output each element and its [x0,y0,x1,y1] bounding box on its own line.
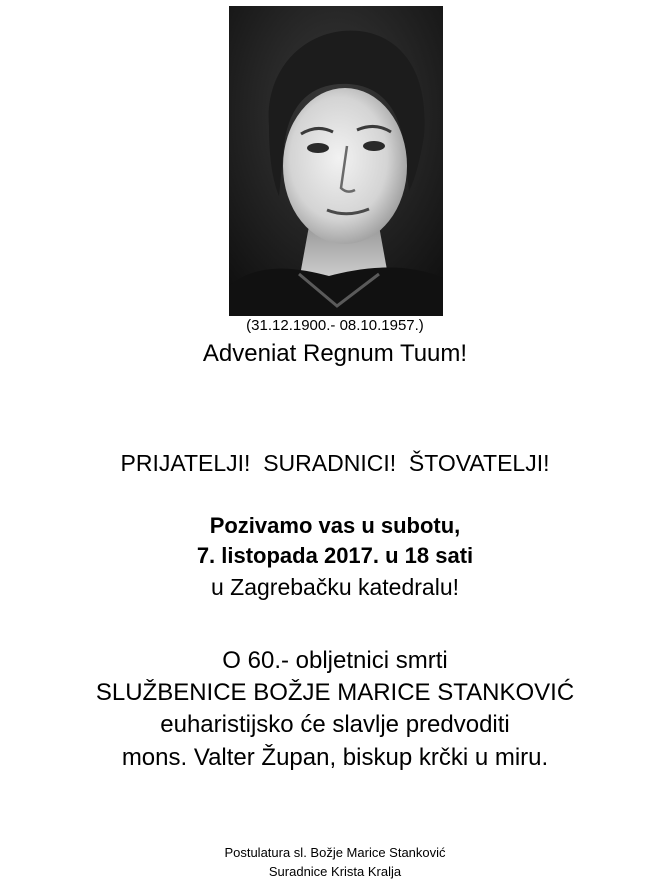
invitation-line-1: Pozivamo vas u subotu, [209,513,461,538]
body-line-1: O 60.- obljetnici smrti [222,647,448,674]
signature-line-1: Postulatura sl. Božje Marice Stanković [224,845,446,860]
portrait-photo [229,6,443,316]
signature-line-2: Suradnice Krista Kralja [268,864,402,879]
invitation-line-2: 7. listopada 2017. u 18 sati [196,543,474,568]
portrait-image [229,6,443,316]
life-dates: (31.12.1900.- 08.10.1957.) [246,317,424,334]
body-line-4: mons. Valter Župan, biskup krčki u miru. [121,744,549,771]
greeting-heading: PRIJATELJI! SURADNICI! ŠTOVATELJI! [120,450,550,476]
motto: Adveniat Regnum Tuum! [202,340,468,367]
body-line-2: SLUŽBENICE BOŽJE MARICE STANKOVIĆ [95,679,575,706]
invitation-line-3: u Zagrebačku katedralu! [210,574,460,600]
body-line-3: euharistijsko će slavlje predvoditi [160,711,510,738]
